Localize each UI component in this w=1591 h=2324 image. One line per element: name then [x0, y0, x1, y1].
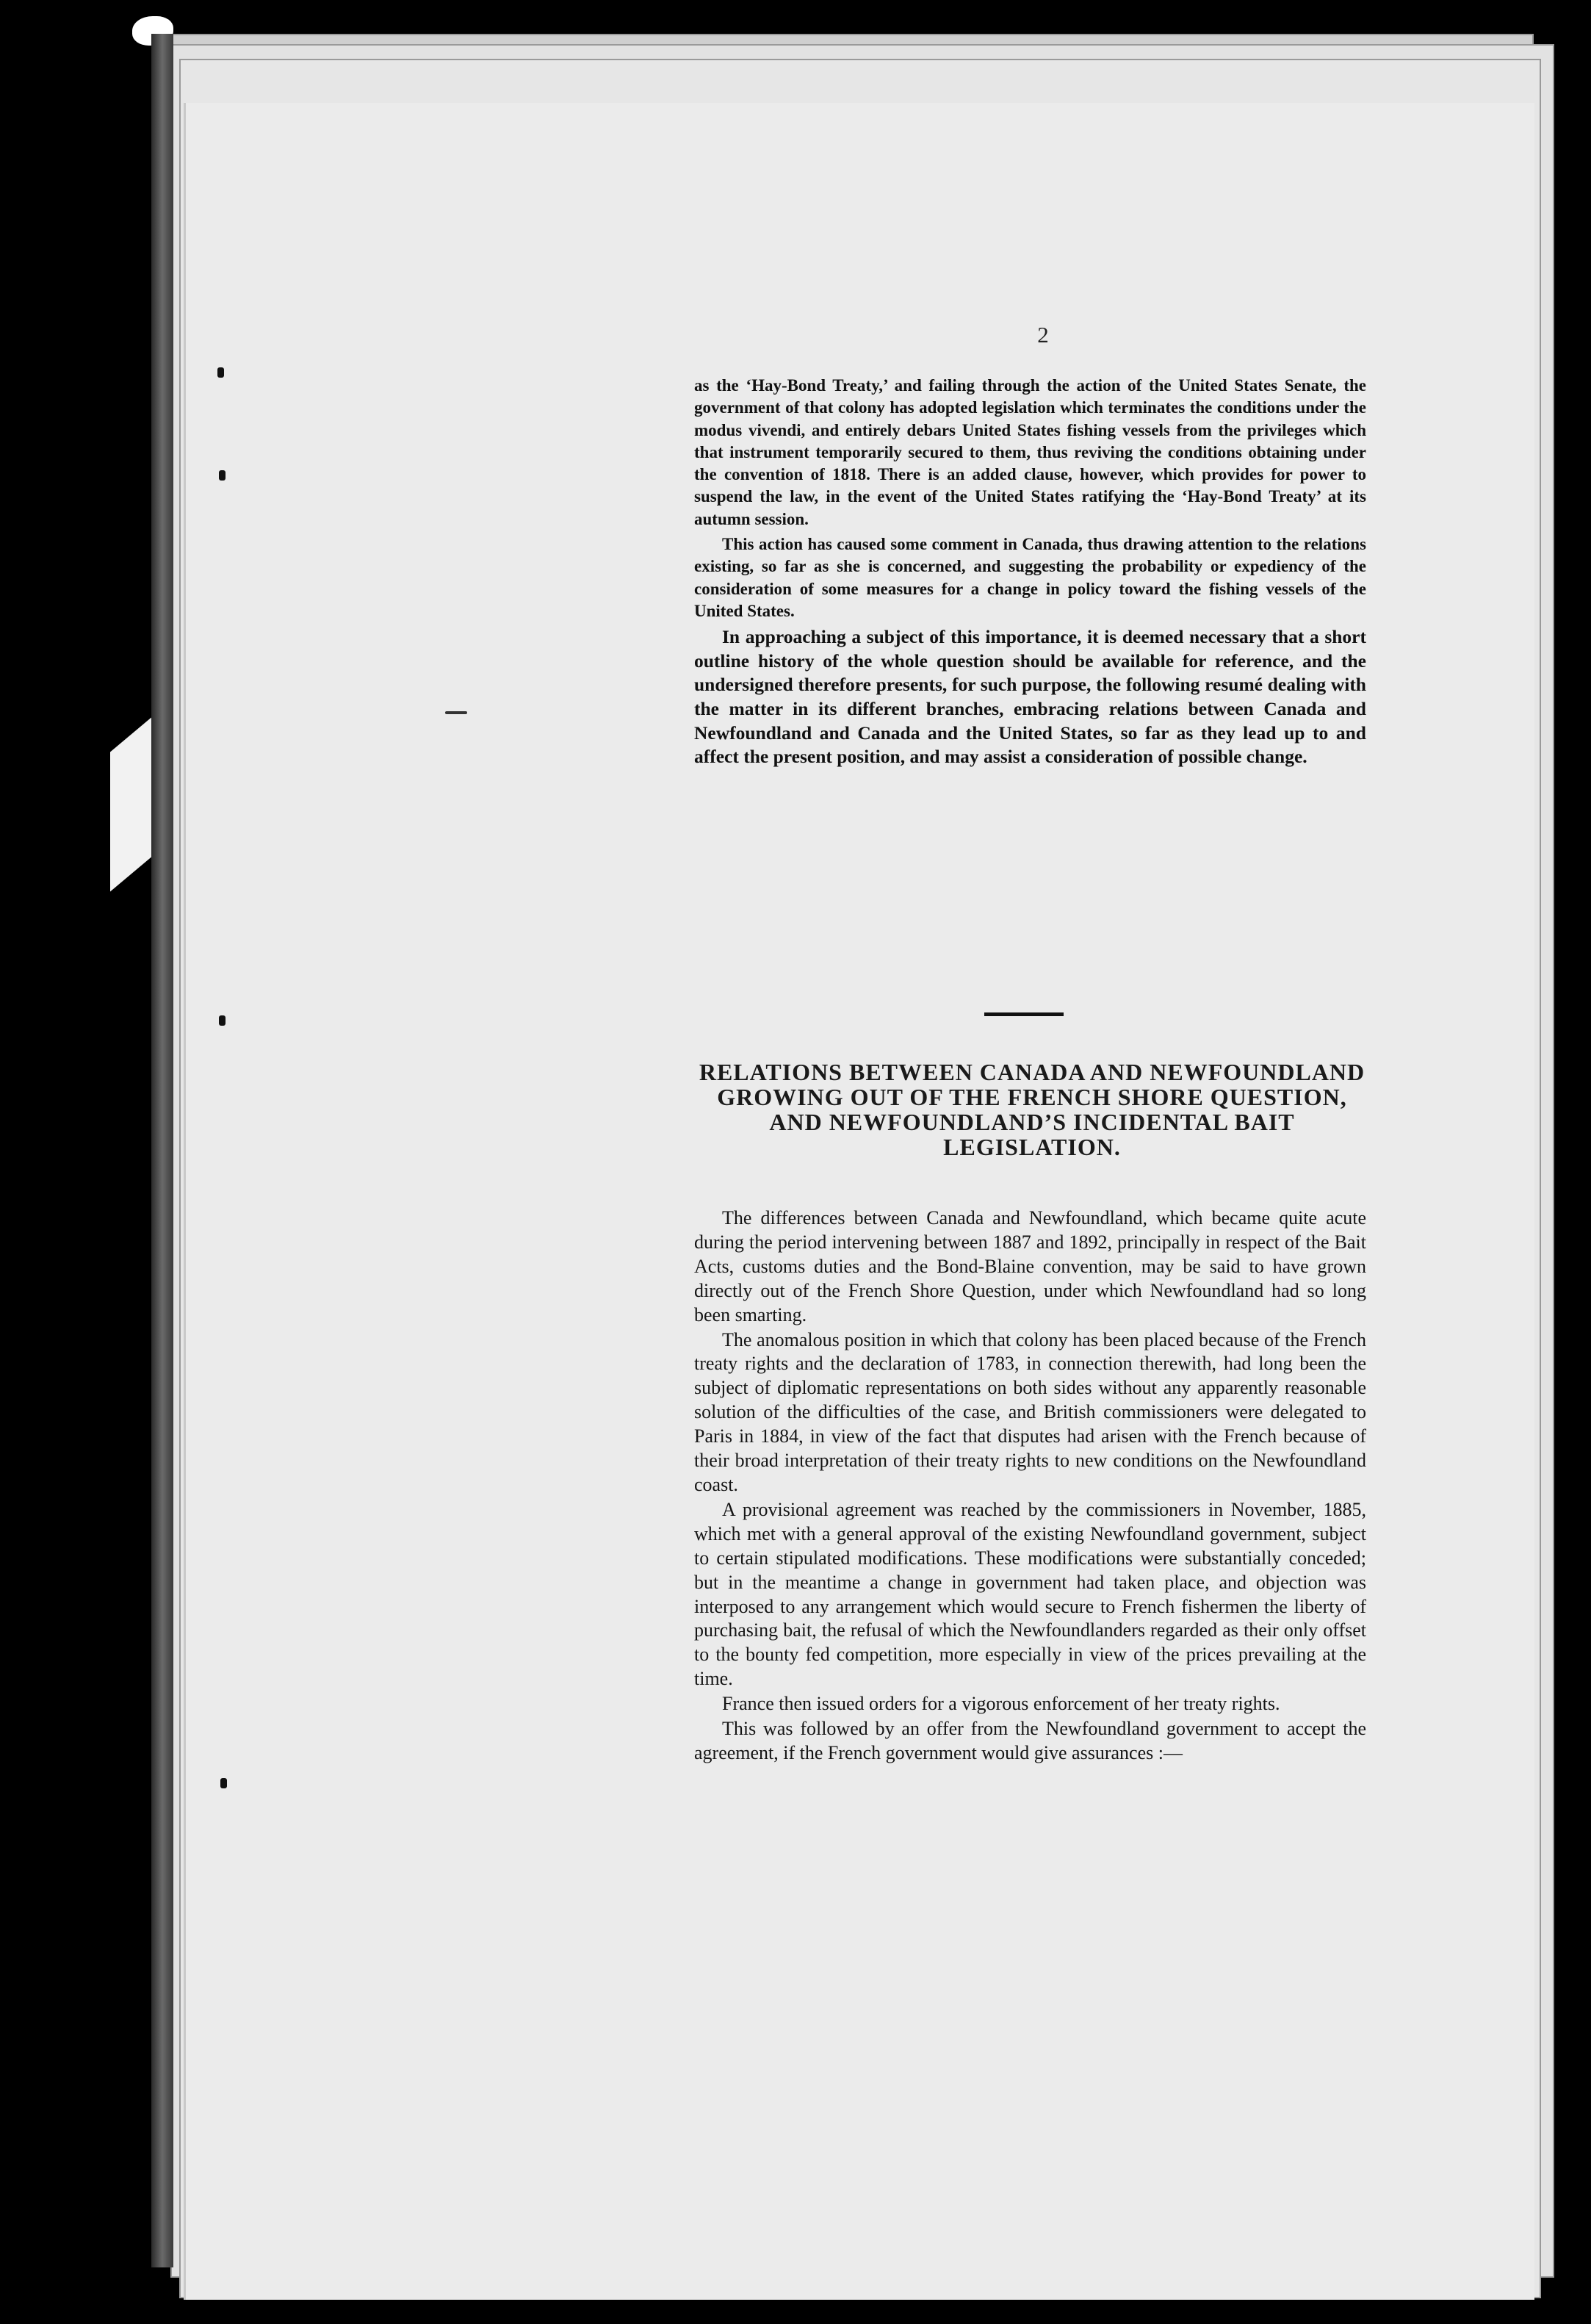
punch-hole-mark — [220, 1778, 227, 1788]
section-text-block — [694, 1206, 1366, 1766]
section-divider — [984, 1012, 1064, 1016]
punch-hole-mark — [219, 1015, 226, 1026]
paragraph-differences: The differences between Canada and Newfoundland, which became quite acute during the period intervening between 1887 and 1892, principally in respect of the Bait Acts, customs duties and the Bond-Blaine convention, may be said to have grown directly out of the French Shore Question, under which Newfoundland had so long been smarting. — [694, 1207, 1366, 1325]
paragraph-approaching-subject: In approaching a subject of this importance, it is deemed necessary that a short outline history of the whole question should be available for reference, and the undersigned therefore presents, for such purpose, the following resumé dealing with the matter in its different branches, embracing relations between Canada and Newfoundland and Canada and the United States, so far as they lead up to and affect the present position, and may assist a consideration of possible change. — [694, 626, 1366, 768]
paragraph-canada-comment: This action has caused some comment in Canada, thus drawing attention to the relations existing, so far as she is concerned, and suggesting the probability or expediency of the consideration of some measures for a change in policy toward the fishing vessels of the United States. — [694, 535, 1366, 620]
paragraph-newfoundland-offer: This was followed by an offer from the Newfoundland government to accept the agreement, if the French government would give assurances :— — [694, 1718, 1366, 1763]
top-text-block — [694, 375, 1366, 769]
paragraph-provisional-agreement: A provisional agreement was reached by the commissioners in November, 1885, which met with a general approval of the existing Newfoundland government, subject to certain stipulated modifications. These modifications were substantially conceded; but in the meantime a change in government had taken place, and objection was interposed to any arrangement which would secure to French fishermen the liberty of purchasing bait, the refusal of which the Newfoundlanders regarded as their only offset to the bounty fed competition, more especially in view of the prices prevailing at the time. — [694, 1498, 1366, 1690]
paragraph-france-orders: France then issued orders for a vigorous enforcement of her treaty rights. — [722, 1693, 1280, 1715]
page-number: 2 — [1037, 322, 1049, 348]
punch-hole-mark — [219, 470, 226, 481]
punch-hole-mark — [217, 367, 224, 378]
ink-smudge — [445, 711, 467, 714]
section-heading: RELATIONS BETWEEN CANADA AND NEWFOUNDLAND GROWING OUT OF THE FRENCH SHORE QUESTION, AND NEWFOUNDLAND’S INCIDENTAL BAIT LEGISLATION. — [699, 1059, 1365, 1160]
book-binding — [151, 34, 173, 2267]
paragraph-anomalous-position: The anomalous position in which that colony has been placed because of the French treaty rights and the declaration of 1783, in connection therewith, had long been the subject of diplomatic representations on both sides without any apparently reasonable solution of the difficulties of the case, and British commissioners were delegated to Paris in 1884, in view of the fact that disputes had arisen with the French because of their broad interpretation of their treaty rights to new conditions on the Newfoundland coast. — [694, 1328, 1366, 1495]
folded-paper-strip — [110, 718, 151, 892]
paragraph-hay-bond: as the ‘Hay-Bond Treaty,’ and failing through the action of the United States Senate, the government of that colony has adopted legislation which terminates the conditions under the modus vivendi, and entirely debars United States fishing vessels from the privileges which that instrument temporarily secured to them, thus reviving the conditions obtaining under the convention of 1818. There is an added clause, however, which provides for power to suspend the law, in the event of the United States ratifying the ‘Hay-Bond Treaty’ at its autumn session. — [694, 376, 1366, 528]
